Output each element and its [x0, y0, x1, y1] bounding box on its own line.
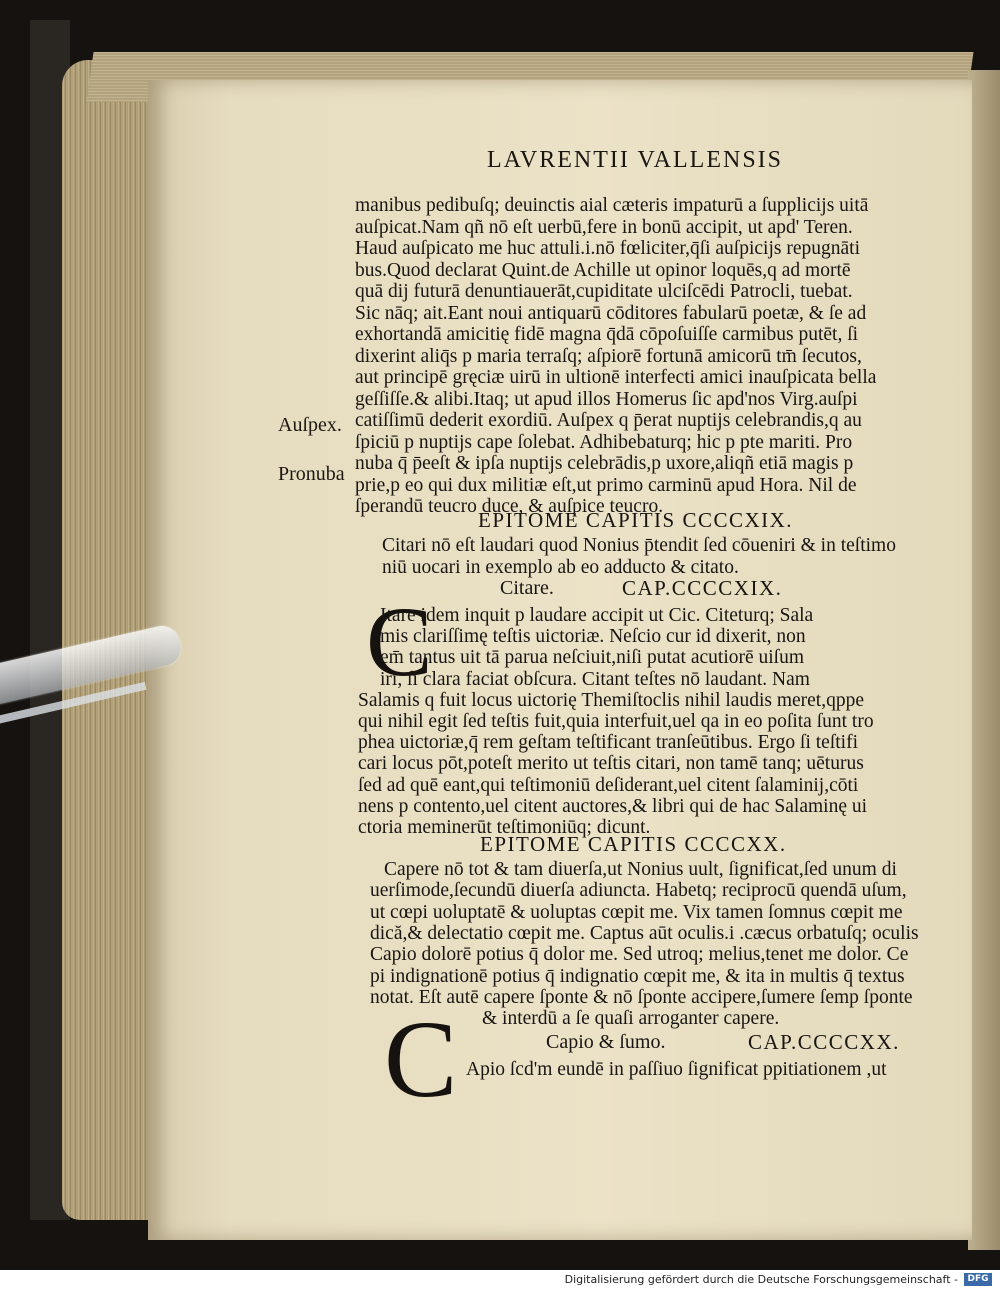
- footer-bar: [0, 1270, 1000, 1291]
- text-line: Haud auſpicato me huc attuli.i.nō fœliciter,q̄ſi auſpicijs repugnāti: [355, 238, 860, 259]
- text-line: catiſſimū dederit exordiū. Auſpex q p̄erat nuptijs celebrandis,q au: [355, 410, 862, 431]
- text-line: Itare idem inquit p laudare accipit ut Cic. Citeturq; Sala: [380, 605, 814, 626]
- text-line: manibus pedibuſq; deuinctis aial cæteris impaturū a ſupplicijs uitā: [355, 195, 869, 216]
- chapter-title-capio: Capio & ſumo.: [546, 1031, 666, 1053]
- text-line: dixerint aliq̄s p maria terraſq; aſpiorē fortunā amicorū tm̄ ſecutos,: [355, 345, 862, 367]
- text-line: bus.Quod declarat Quint.de Achille ut opinor loquēs,q ad mortē: [355, 259, 851, 281]
- text-line: exhortandā amicitię fidē magna q̄dā cōpoſuiſſe carmibus putēt, ſi: [355, 324, 859, 345]
- text-line: nuba q̄ p̄eeſt & ipſa nuptijs celebrādis,p uxore,aliqñ etiā magis p: [355, 453, 854, 474]
- epitome-heading-ccccxx: EPITOME CAPITIS CCCCXX.: [480, 832, 787, 856]
- text-line: dică,& delectatio cœpit me. Captus aūt oculis.i .cæcus orbatuſq; oculis: [370, 922, 919, 944]
- drop-cap-c-1: C: [366, 586, 433, 697]
- text-line: notat. Eſt autē capere ſponte & nō ſponte accipere,ſumere ſemp ſponte: [370, 986, 913, 1008]
- text-line: auſpicat.Nam qñ nō eſt uerbū,fere in bonū accipit, ut apd' Teren.: [355, 216, 853, 238]
- text-line: em̄ tantus uit tā parua neſciuit,niſi putat acutiorē uiſum: [380, 647, 805, 669]
- text-line: Apio ſcd'm eundē in paſſiuo ſignificat ppitiationem ,ut: [466, 1059, 887, 1080]
- text-line: ſed ad quē eant,qui teſtimoniū deſiderant,uel citent ſalaminij,cōti: [358, 774, 859, 796]
- text-line: aut principē gręciæ uirū in ultionē interfecti amici inauſpicata bella: [355, 367, 877, 388]
- text-line: quā dij futurā denuntiauerāt,cupiditate ulciſcēdi Patrocli, tuebat.: [355, 281, 853, 302]
- margin-note-pronuba: Pronuba: [278, 463, 345, 485]
- text-line: ctoria meminerūt teſtimoniūq; dicunt.: [358, 817, 651, 838]
- text-line: & interdū a ſe quaſi arroganter capere.: [482, 1008, 780, 1030]
- text-line: mis clariſſimę teſtis uictoriæ. Neſcio cur id dixerit, non: [380, 626, 806, 648]
- chapter-title-citare: Citare.: [500, 577, 554, 599]
- text-line: Citari nō eſt laudari quod Nonius p̄tendit ſed cōueniri & in teſtimo: [382, 535, 896, 556]
- text-line: qui nihil egit ſed teſtis fuit,quia interfuit,uel qa in eo poſita ſunt tro: [358, 711, 874, 732]
- text-line: uerſimode,ſecundū diuerſa adiuncta. Habetq; reciprocū quendā uſum,: [370, 880, 907, 902]
- chapter-number-ccccxx: CAP.CCCCXX.: [748, 1030, 900, 1054]
- text-line: ut cœpi uoluptatē & uoluptas cœpit me. Vix tamen ſomnus cœpit me: [370, 901, 903, 923]
- text-line: iri, ſi clara faciat obſcura. Citant teſtes nō laudant. Nam: [380, 668, 810, 690]
- text-line: geſſiſſe.& alibi.Itaq; ut apud illos Homerus ſic apd'nos Virg.auſpi: [355, 388, 858, 410]
- running-head: LAVRENTII VALLENSIS: [487, 147, 784, 173]
- text-line: Sic nāq; ait.Eant noui antiquarū cōditores fabularū poetæ, & ſe ad: [355, 302, 867, 324]
- text-line: Salamis q fuit locus uictorię Themiſtoclis nihil laudis meret,qppe: [358, 689, 865, 711]
- footer-credit: Digitalisierung gefördert durch die Deutsche Forschungsgemeinschaft -: [564, 1273, 958, 1286]
- facing-page-edge: [968, 70, 1000, 1250]
- margin-note-auspex: Auſpex.: [278, 414, 342, 436]
- text-line: pi indignationē potius q̄ indignatio cœpit me, & ita in multis q̄ textus: [370, 965, 905, 987]
- text-line: nens p contento,uel citent auctores,& libri qui de hac Salaminę ui: [358, 795, 868, 817]
- text-line: cari locus pōt,poteſt merito ut teſtis citari, non tamē tanq; uēturus: [358, 753, 864, 775]
- epitome-heading-cccc-xix: EPITOME CAPITIS CCCCXIX.: [478, 508, 794, 532]
- chapter-number-cccc-xix: CAP.CCCCXIX.: [622, 576, 783, 600]
- dfg-logo: DFG: [964, 1273, 992, 1286]
- text-line: niū uocari in exemplo ab eo adducto & citato.: [382, 557, 739, 578]
- text-line: ſperandū teucro duce, & auſpice teucro.: [355, 496, 664, 517]
- drop-cap-c-2: C: [384, 998, 458, 1120]
- text-line: Capere nō tot & tam diuerſa,ut Nonius uult, ſignificat,ſed unum di: [384, 859, 897, 880]
- text-line: prie,p eo qui dux militiæ eſt,ut primo carminū apud Hora. Nil de: [355, 474, 857, 496]
- text-line: Capio dolorē potius q̄ dolor me. Sed utroq; melius,tenet me dolor. Ce: [370, 944, 909, 966]
- text-line: ſpiciū p nuptijs cape ſolebat. Adhibebaturq; hic p pte mariti. Pro: [355, 431, 853, 453]
- text-line: phea uictoriæ,q̄ rem geſtam teſtificant tranſeūtibus. Ergo ſi teſtifi: [358, 732, 859, 754]
